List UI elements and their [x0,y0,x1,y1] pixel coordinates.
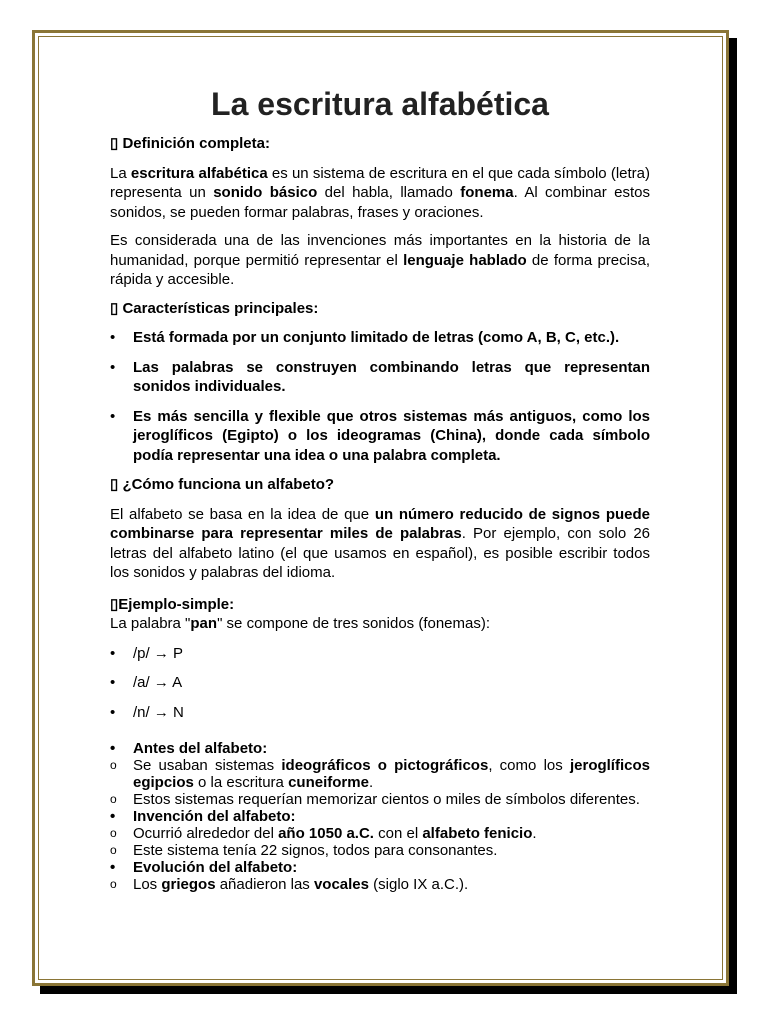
list-item: • Es más sencilla y flexible que otros sistemas más antiguos, como los jeroglíficos (Egipto) o los ideogramas (China), donde cada símbolo podía representar una idea o una palabra completa. [110,407,650,466]
paragraph-funciona: El alfabeto se basa en la idea de que un número reducido de signos puede combinarse para representar miles de palabras. Por ejemplo, con solo 26 letras del alfabeto latino (el que usamos en español), es posible escribir todos los sonidos y palabras del idioma. [110,505,651,581]
list-item: o Este sistema tenía 22 signos, todos para consonantes. [110,842,650,859]
paragraph-definicion-2: Es considerada una de las invenciones más importantes en la historia de la humanidad, porque permitió representar el lenguaje hablado de forma precisa, rápida y accesible. [110,232,650,288]
historia-list [110,740,650,893]
missing-glyph-icon: ▯ [110,135,119,152]
list-item: o Estos sistemas requerían memorizar cientos o miles de símbolos diferentes. [110,791,650,808]
section-heading-funciona: ▯ ¿Cómo funciona un alfabeto? [110,476,335,493]
list-item: • Invención del alfabeto: [110,808,650,825]
page-title: La escritura alfabética [211,86,549,122]
list-item: • Está formada por un conjunto limitado de letras (como A, B, C, etc.). [110,328,650,348]
missing-glyph-icon: ▯ [110,476,119,493]
section-heading-definicion: ▯ Definición completa: [110,135,270,152]
list-item: o Los griegos añadieron las vocales (siglo IX a.C.). [110,876,650,893]
caracteristicas-list [110,328,650,465]
list-item: • /p/ → P [110,644,650,664]
section-heading-ejemplo: ▯Ejemplo-simple: [110,595,235,613]
ejemplo-line: La palabra "pan" se compone de tres sonidos (fonemas): [110,615,491,632]
list-item: o Ocurrió alrededor del año 1050 a.C. con el alfabeto fenicio. [110,825,650,842]
paragraph-definicion-1: La escritura alfabética es un sistema de escritura en el que cada símbolo (letra) representa un sonido básico del habla, llamado fonema. Al combinar estos sonidos, se pueden formar palabras, frases y oraciones. [110,164,650,221]
list-item: • /a/ → A [110,673,650,693]
list-item: o Se usaban sistemas ideográficos o pictográficos, como los jeroglíficos egipcios o la escritura cuneiforme. [110,757,650,791]
list-item: • /n/ → N [110,703,650,723]
ejemplo-list [110,644,650,723]
list-item: • Antes del alfabeto: [110,740,650,757]
missing-glyph-icon: ▯ [110,299,119,317]
document-content [110,84,650,893]
missing-glyph-icon: ▯ [110,595,119,613]
section-heading-caracteristicas: ▯ Características principales: [110,299,319,317]
list-item: • Las palabras se construyen combinando letras que representan sonidos individuales. [110,358,650,397]
list-item: • Evolución del alfabeto: [110,859,650,876]
